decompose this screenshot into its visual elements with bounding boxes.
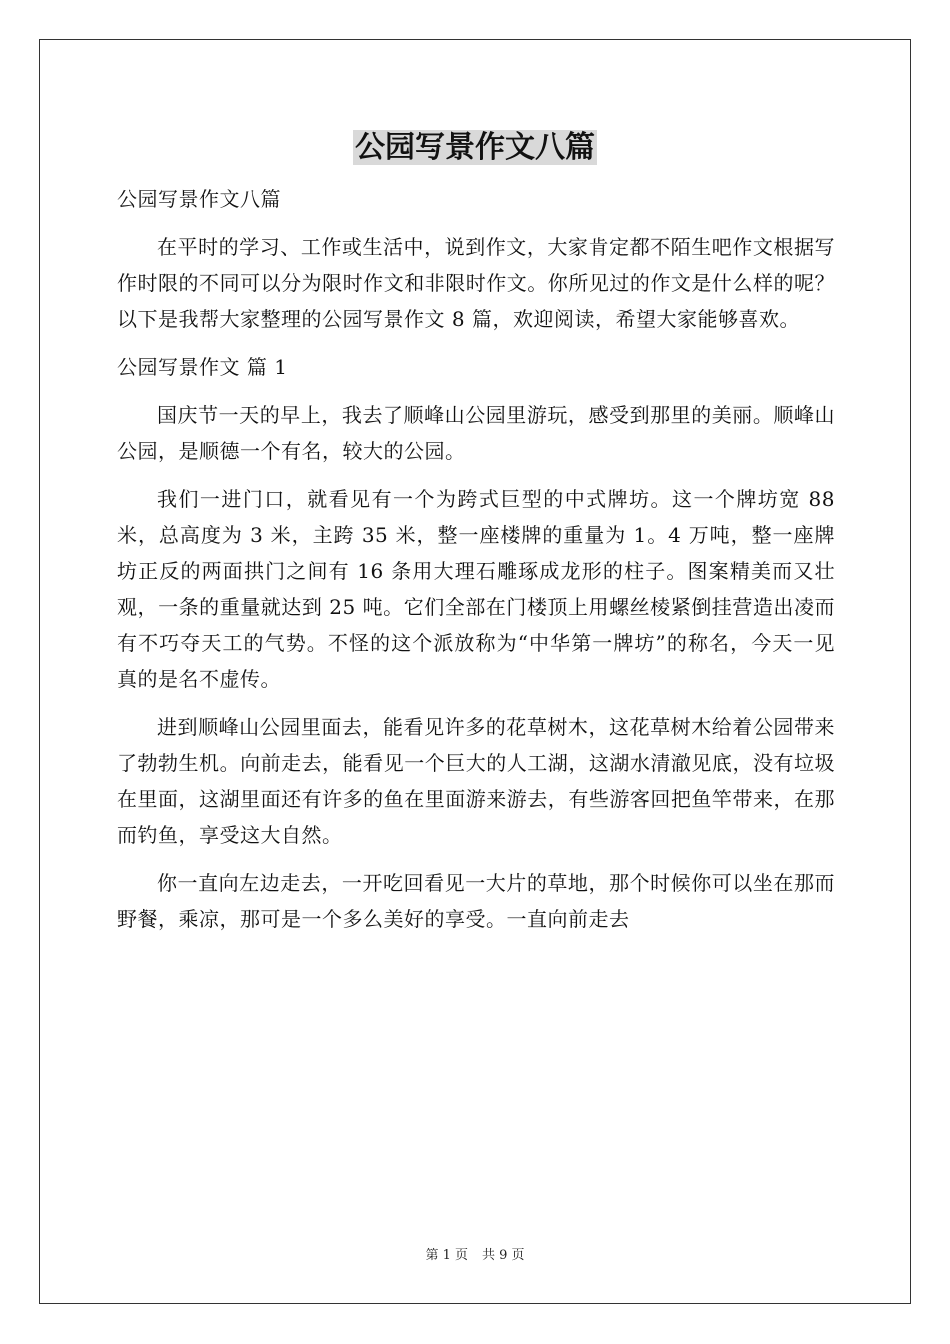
paragraph-2: 我们一进门口，就看见有一个为跨式巨型的中式牌坊。这一个牌坊宽 88 米，总高度为 3 米，主跨 35 米，整一座楼牌的重量为 1。4 万吨，整一座牌坊正反的两面拱门之间有 16 条用大理石雕琢成龙形的柱子。图案精美而又壮观，一条的重量就达到 25 吨。它们全部在门楼顶上用螺丝棱紧倒挂营造出凌而有不巧夺天工的气势。不怪的这个派放称为“中华第一牌坊”的称名，今天一见真的是名不虚传。 (117, 487, 835, 691)
paragraph-1: 国庆节一天的早上，我去了顺峰山公园里游玩，感受到那里的美丽。顺峰山公园，是顺德一个有名，较大的公园。 (117, 403, 835, 463)
document-subtitle: 公园写景作文八篇 (117, 187, 281, 211)
paragraph-intro: 在平时的学习、工作或生活中，说到作文，大家肯定都不陌生吧作文根据写作时限的不同可以分为限时作文和非限时作文。你所见过的作文是什么样的呢？以下是我帮大家整理的公园写景作文 8 篇，欢迎阅读，希望大家能够喜欢。 (117, 235, 835, 331)
page-number: 第 1 页 (425, 1248, 468, 1263)
paragraph-3: 进到顺峰山公园里面去，能看见许多的花草树木，这花草树木给着公园带来了勃勃生机。向前走去，能看见一个巨大的人工湖，这湖水清澈见底，没有垃圾在里面，这湖里面还有许多的鱼在里面游来游去，有些游客回把鱼竿带来，在那而钓鱼，享受这大自然。 (117, 715, 835, 847)
page-total: 共 9 页 (482, 1248, 525, 1263)
paragraph-4: 你一直向左边走去，一开吃回看见一大片的草地，那个时候你可以坐在那而野餐，乘凉，那可是一个多么美好的享受。一直向前走去 (117, 871, 835, 931)
document-title-text: 公园写景作文八篇 (355, 130, 595, 165)
document-body (117, 181, 835, 949)
section-heading-1: 公园写景作文 篇 1 (117, 355, 288, 379)
page-footer (0, 1247, 950, 1265)
document-title (0, 128, 950, 168)
